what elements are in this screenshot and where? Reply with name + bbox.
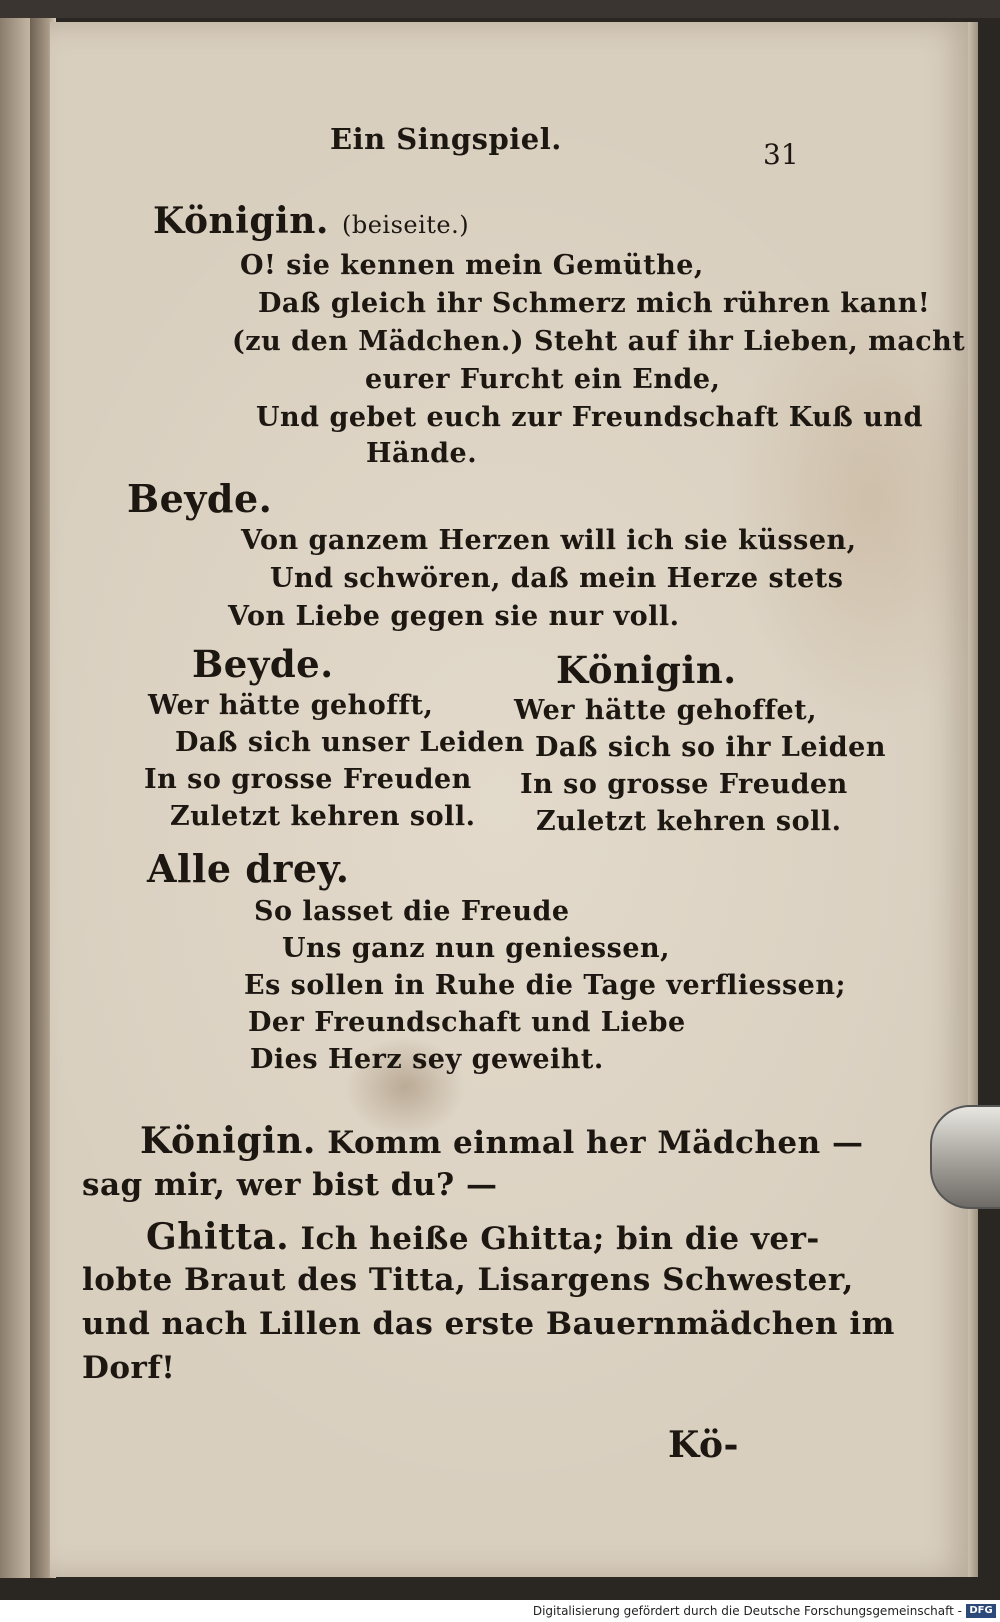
trio-line: Es sollen in Ruhe die Tage verfliessen; xyxy=(244,970,846,1001)
duet-right-line: Zuletzt kehren soll. xyxy=(536,806,842,837)
verse-line: Von ganzem Herzen will ich sie küssen, xyxy=(241,525,857,556)
trio-line: Uns ganz nun geniessen, xyxy=(282,933,671,964)
verse-line: Und gebet euch zur Freundschaft Kuß und xyxy=(256,402,923,433)
verse-line: Und schwören, daß mein Herze stets xyxy=(270,563,844,594)
dialogue-text: Komm einmal her Mädchen — xyxy=(327,1125,864,1161)
catchword: Kö- xyxy=(668,1424,739,1466)
verse-line: (zu den Mädchen.) Steht auf ihr Lieben, macht xyxy=(232,326,966,357)
running-head: Ein Singspiel. xyxy=(330,122,562,156)
verse-line: Von Liebe gegen sie nur voll. xyxy=(228,601,680,632)
verse-line: O! sie kennen mein Gemüthe, xyxy=(240,250,704,281)
duet-left-line: In so grosse Freuden xyxy=(144,764,472,795)
speaker-name: Ghitta. xyxy=(146,1216,290,1258)
duet-right-line: Daß sich so ihr Leiden xyxy=(535,732,886,763)
speaker-name: Königin. xyxy=(140,1120,316,1162)
duet-left-speaker: Beyde. xyxy=(192,642,334,686)
dialogue-text: Ich heiße Ghitta; bin die ver- xyxy=(300,1221,820,1257)
footer-text: Digitalisierung gefördert durch die Deutsche Forschungsgemeinschaft - xyxy=(532,1604,962,1618)
trio-line: Dies Herz sey geweiht. xyxy=(250,1044,604,1075)
dialogue-line: und nach Lillen das erste Bauernmädchen im xyxy=(82,1306,895,1342)
duet-left-line: Daß sich unser Leiden xyxy=(175,727,525,758)
dfg-logo: DFG xyxy=(966,1604,996,1618)
digitization-footer xyxy=(0,1600,1000,1622)
dialogue-line: lobte Braut des Titta, Lisargens Schwester, xyxy=(82,1262,854,1298)
speaker-name: Beyde. xyxy=(127,476,273,521)
page-edge xyxy=(968,22,978,1577)
duet-left-line: Zuletzt kehren soll. xyxy=(170,801,476,832)
verse-line: Daß gleich ihr Schmerz mich rühren kann! xyxy=(258,288,931,319)
dialogue-line xyxy=(140,1120,863,1162)
stage-direction: (beiseite.) xyxy=(341,211,470,239)
verse-line: Hände. xyxy=(366,438,478,469)
scan-border xyxy=(0,0,1000,18)
page-clip xyxy=(930,1105,1000,1209)
trio-speaker: Alle drey. xyxy=(147,846,350,891)
dialogue-line xyxy=(146,1216,820,1258)
duet-left-line: Wer hätte gehofft, xyxy=(148,690,434,721)
trio-line: Der Freundschaft und Liebe xyxy=(248,1007,686,1038)
dialogue-line: sag mir, wer bist du? — xyxy=(82,1167,498,1203)
trio-line: So lasset die Freude xyxy=(254,896,570,927)
duet-right-line: Wer hätte gehoffet, xyxy=(514,695,818,726)
speaker-label xyxy=(153,200,469,242)
duet-right-speaker: Königin. xyxy=(556,648,737,692)
duet-right-line: In so grosse Freuden xyxy=(520,769,848,800)
speaker-name: Königin. xyxy=(153,200,329,242)
page-number: 31 xyxy=(763,138,799,171)
dialogue-line: Dorf! xyxy=(82,1350,176,1386)
verse-line: eurer Furcht ein Ende, xyxy=(365,364,721,395)
